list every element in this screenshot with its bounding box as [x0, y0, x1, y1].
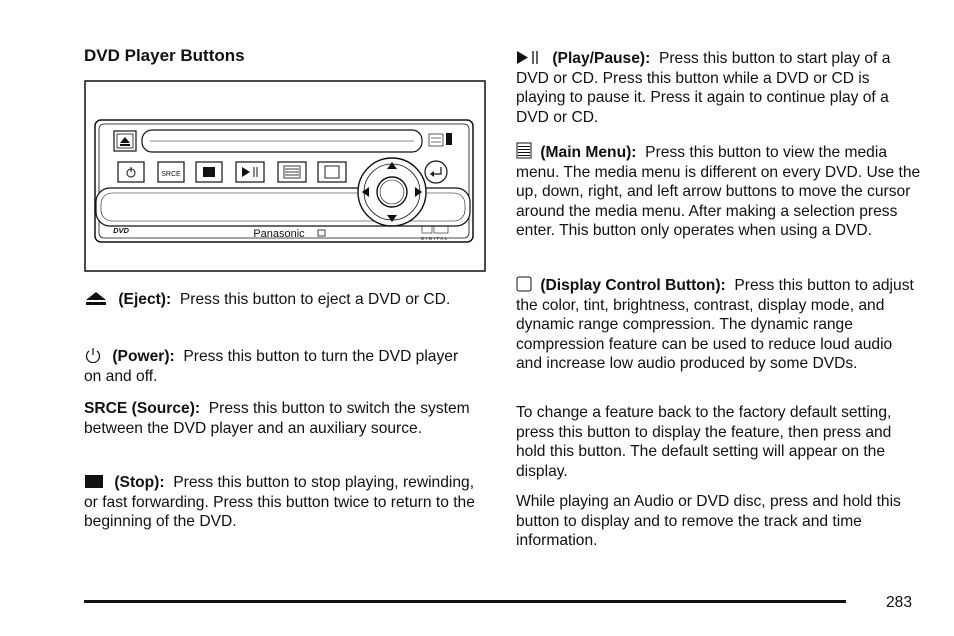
eject-button — [114, 131, 136, 151]
enter-button — [425, 161, 447, 183]
stop-button — [196, 162, 222, 182]
play-pause-icon — [516, 50, 542, 65]
factory-default-paragraph: To change a feature back to the factory default setting, press this button to display the feature, then press and hold this button. The default setting will appear on the display. — [516, 404, 892, 480]
brand-name: Panasonic — [253, 228, 305, 240]
power-description: (Power): Press this button to turn the DVD player on and off. — [84, 348, 459, 385]
power-icon — [84, 347, 102, 363]
eject-icon — [84, 291, 108, 306]
section-title: DVD Player Buttons — [84, 46, 245, 65]
srce-button — [158, 162, 184, 182]
play-pause-button — [236, 162, 264, 182]
dvd-player-illustration — [84, 80, 486, 272]
dvd-logo: DVD — [113, 226, 129, 235]
track-time-paragraph: While playing an Audio or DVD disc, press and hold this button to display and to remove the track and time information. — [516, 493, 901, 549]
power-button — [118, 162, 144, 182]
direction-pad — [358, 158, 426, 226]
page-number: 283 — [886, 594, 913, 611]
menu-icon — [516, 142, 532, 159]
footer-rule — [84, 600, 846, 603]
display-button — [318, 162, 346, 182]
stop-description: (Stop): Press this button to stop playing, rewinding, or fast forwarding. Press this button twice to return to the beginning of the DVD. — [84, 474, 475, 530]
display-control-description: (Display Control Button): Press this button to adjust the color, tint, brightness, contrast, display mode, and dynamic range compression. The dynamic range compression feature can be used to reduce loud audio and increase low audio produced by some DVDs. — [516, 277, 914, 372]
menu-button — [278, 162, 306, 182]
eject-description: (Eject): Press this button to eject a DVD or CD. — [84, 290, 479, 310]
stop-icon — [84, 474, 104, 489]
play-pause-description: (Play/Pause): Press this button to start play of a DVD or CD. Press this button while a DVD or CD is playing to pause it. Press it again to continue play of a DVD or CD. — [516, 50, 891, 126]
main-menu-description: (Main Menu): Press this button to view the media menu. The media menu is different on every DVD. Use the up, down, right, and left arrow buttons to move the cursor around the media menu. After making a selection press enter. This button only operates when using a DVD. — [516, 144, 921, 239]
source-description: SRCE (Source): Press this button to switch the system between the DVD player and an auxiliary source. — [84, 400, 470, 437]
display-icon — [516, 276, 532, 292]
svg-text:DIGITAL: DIGITAL — [421, 236, 449, 241]
svg-text:SRCE: SRCE — [161, 171, 181, 178]
